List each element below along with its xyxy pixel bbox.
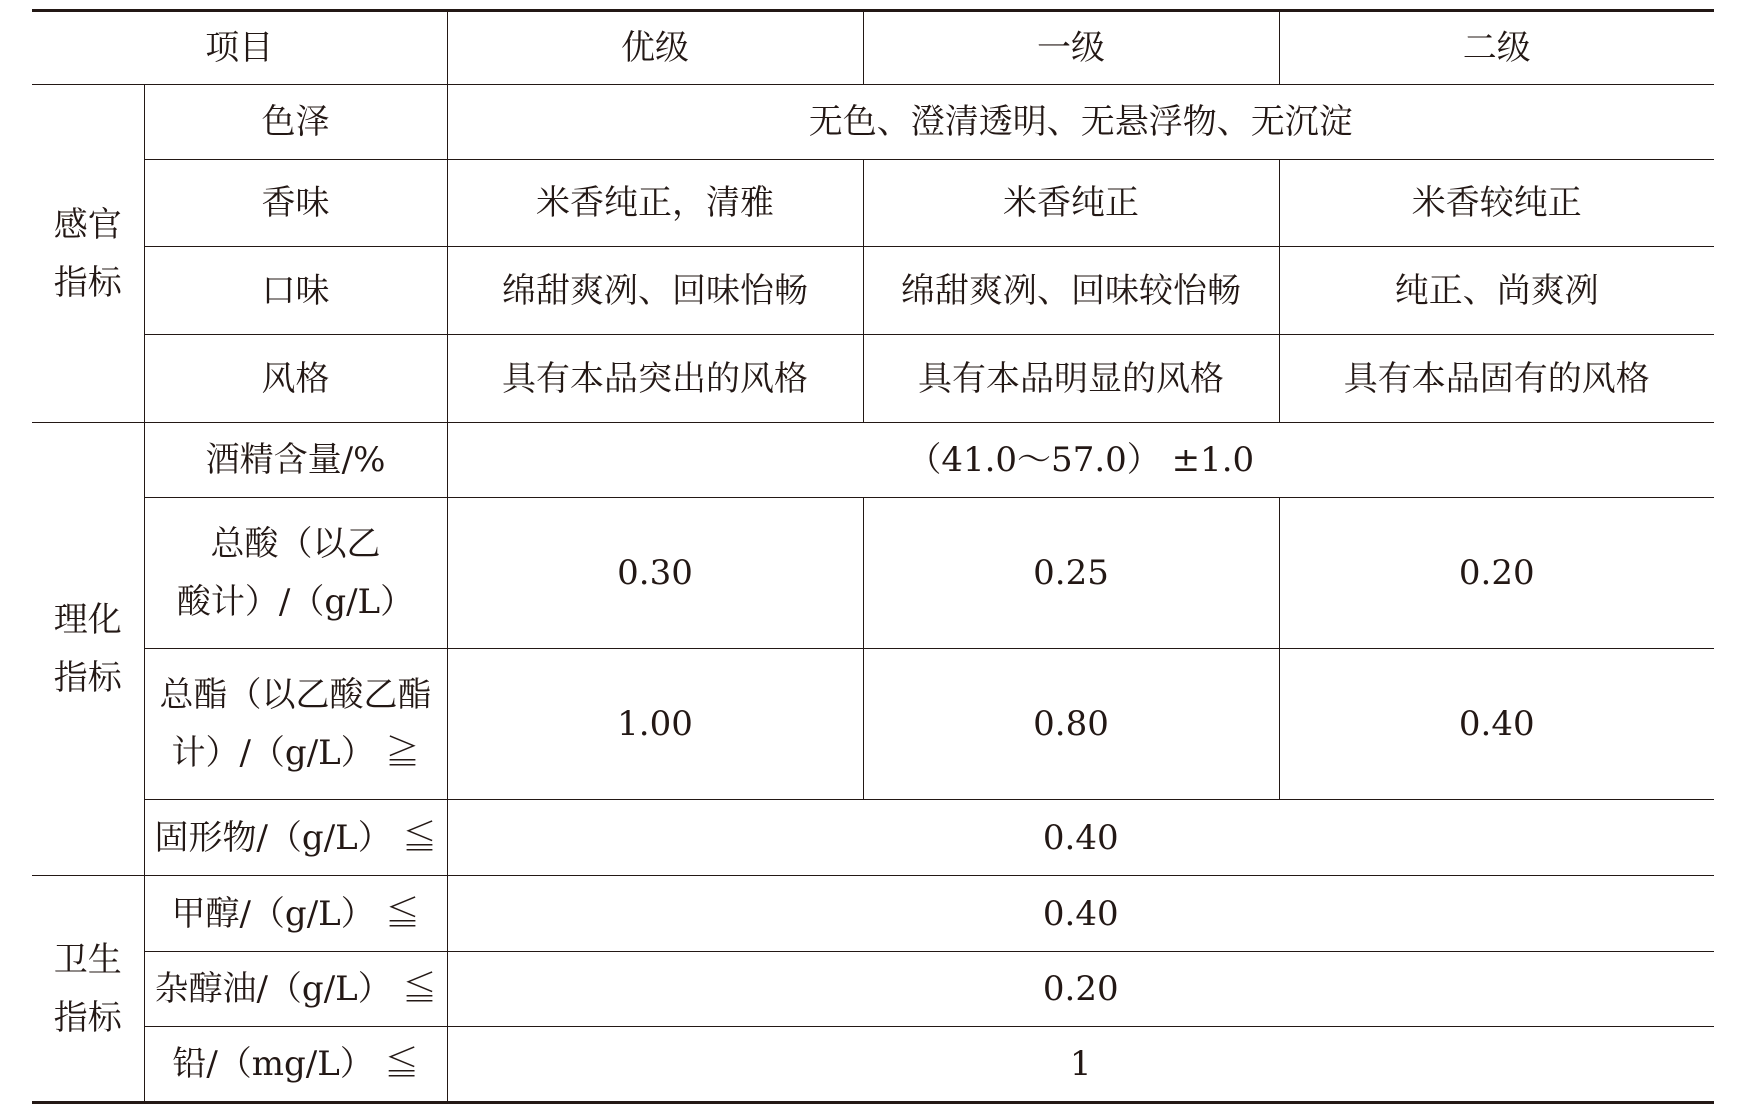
group-physchem-line1: 理化	[53, 600, 122, 640]
table-row	[32, 423, 1714, 498]
row-name-solids: 固形物/（g/L） ≦	[144, 800, 447, 876]
group-sensory-line2: 指标	[53, 262, 122, 303]
cell-total-ester-second: 0.40	[1279, 649, 1714, 800]
header-grade-second: 二级	[1279, 11, 1714, 85]
cell-aroma-premium: 米香纯正，清雅	[447, 160, 863, 247]
cell-taste-second: 纯正、尚爽冽	[1279, 247, 1714, 335]
row-value-fusel-oil: 0.20	[447, 952, 1714, 1027]
row-name-aroma: 香味	[144, 160, 447, 247]
table-row	[32, 649, 1714, 800]
row-name-alcohol: 酒精含量/%	[144, 423, 447, 498]
table-row	[32, 160, 1714, 247]
table-row	[32, 85, 1714, 160]
row-name-total-acid	[144, 498, 447, 649]
cell-style-second: 具有本品固有的风格	[1279, 335, 1714, 423]
row-name-style: 风格	[144, 335, 447, 423]
table-row	[32, 1027, 1714, 1103]
header-grade-premium: 优级	[447, 11, 863, 85]
group-sensory-line1: 感官	[53, 204, 122, 245]
header-row	[32, 11, 1714, 85]
row-value-lead: 1	[447, 1027, 1714, 1103]
group-hygiene-line1: 卫生	[53, 939, 122, 980]
table-row	[32, 247, 1714, 335]
cell-total-acid-premium: 0.30	[447, 498, 863, 649]
row-name-color: 色泽	[144, 85, 447, 160]
row-name-total-acid-line2: 酸计）/（g/L）	[176, 582, 415, 622]
table-row	[32, 800, 1714, 876]
cell-style-premium: 具有本品突出的风格	[447, 335, 863, 423]
cell-total-ester-first: 0.80	[863, 649, 1279, 800]
table-row	[32, 498, 1714, 649]
group-physchem-line2: 指标	[53, 658, 122, 698]
cell-total-acid-second: 0.20	[1279, 498, 1714, 649]
table-row	[32, 952, 1714, 1027]
cell-taste-premium: 绵甜爽冽、回味怡畅	[447, 247, 863, 335]
standard-table-container	[32, 9, 1714, 1104]
row-value-color: 无色、澄清透明、无悬浮物、无沉淀	[447, 85, 1714, 160]
row-name-total-ester-line2: 计）/（g/L） ≧	[171, 733, 420, 773]
group-physchem	[32, 423, 144, 876]
cell-aroma-second: 米香较纯正	[1279, 160, 1714, 247]
row-name-methanol: 甲醇/（g/L） ≦	[144, 876, 447, 952]
cell-aroma-first: 米香纯正	[863, 160, 1279, 247]
row-value-solids: 0.40	[447, 800, 1714, 876]
group-hygiene	[32, 876, 144, 1103]
cell-taste-first: 绵甜爽冽、回味较怡畅	[863, 247, 1279, 335]
table-row	[32, 335, 1714, 423]
row-name-fusel-oil: 杂醇油/（g/L） ≦	[144, 952, 447, 1027]
row-name-taste: 口味	[144, 247, 447, 335]
row-name-lead: 铅/（mg/L） ≦	[144, 1027, 447, 1103]
row-value-methanol: 0.40	[447, 876, 1714, 952]
group-sensory	[32, 85, 144, 423]
table-row	[32, 876, 1714, 952]
row-name-total-acid-line1: 总酸（以乙	[210, 524, 381, 564]
header-grade-first: 一级	[863, 11, 1279, 85]
header-item: 项目	[32, 11, 447, 85]
cell-total-acid-first: 0.25	[863, 498, 1279, 649]
row-value-alcohol: （41.0～57.0） ±1.0	[447, 423, 1714, 498]
cell-total-ester-premium: 1.00	[447, 649, 863, 800]
row-name-total-ester	[144, 649, 447, 800]
quality-standard-table	[32, 9, 1714, 1104]
cell-style-first: 具有本品明显的风格	[863, 335, 1279, 423]
group-hygiene-line2: 指标	[53, 997, 122, 1038]
row-name-total-ester-line1: 总酯（以乙酸乙酯	[159, 675, 432, 715]
